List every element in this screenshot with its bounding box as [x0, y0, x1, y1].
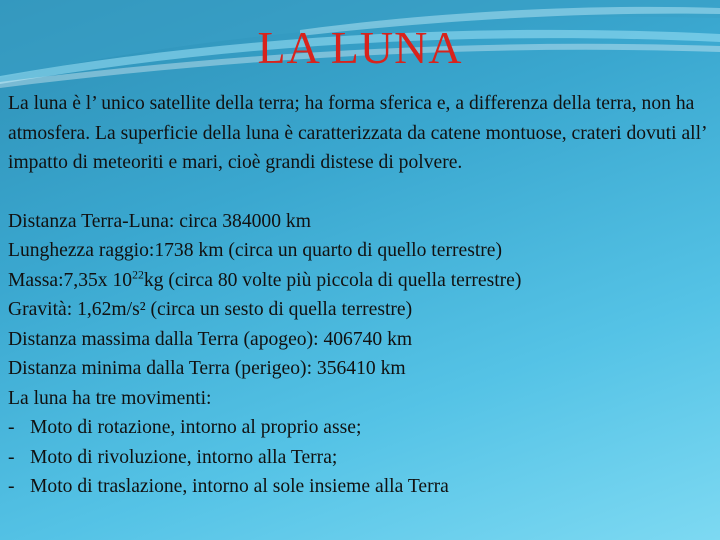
fact-radius: Lunghezza raggio:1738 km (circa un quarto di quello terrestre): [8, 240, 503, 261]
intro-paragraph: La luna è l’ unico satellite della terra; ha forma sferica e, a differenza della terra, non ha atmosfera. La superficie della luna è caratterizzata da catene montuose, crateri dovuti all’ impatto di meteoriti e mari, cioè grandi distese di polvere.: [8, 93, 707, 173]
movement-item-translation: [8, 472, 708, 502]
fact-mass: [8, 266, 708, 296]
bullet-dash: -: [8, 476, 15, 497]
fact-mass-prefix: Massa:7,35x 10: [8, 269, 133, 291]
bullet-dash: -: [8, 417, 15, 438]
fact-apogee: Distanza massima dalla Terra (apogeo): 406740 km: [8, 328, 413, 350]
fact-perigee: Distanza minima dalla Terra (perigeo): 356410 km: [8, 358, 406, 379]
bullet-dash: -: [8, 446, 15, 468]
facts-list: [8, 207, 708, 502]
fact-mass-exponent: 22: [132, 267, 144, 281]
fact-gravity: Gravità: 1,62m/s² (circa un sesto di quella terrestre): [8, 299, 413, 320]
fact-distance: Distanza Terra-Luna: circa 384000 km: [8, 210, 311, 232]
slide-title: LA LUNA: [257, 22, 463, 73]
movements-heading: La luna ha tre movimenti:: [8, 387, 212, 409]
movement-text: Moto di traslazione, intorno al sole insieme alla Terra: [30, 476, 449, 497]
movement-text: Moto di rivoluzione, intorno alla Terra;: [30, 446, 338, 468]
fact-mass-suffix: kg (circa 80 volte più piccola di quella terrestre): [143, 269, 522, 291]
movement-text: Moto di rotazione, intorno al proprio asse;: [30, 417, 362, 438]
slide-content: [8, 89, 708, 502]
movement-item-revolution: [8, 443, 708, 473]
movement-item-rotation: [8, 413, 708, 443]
